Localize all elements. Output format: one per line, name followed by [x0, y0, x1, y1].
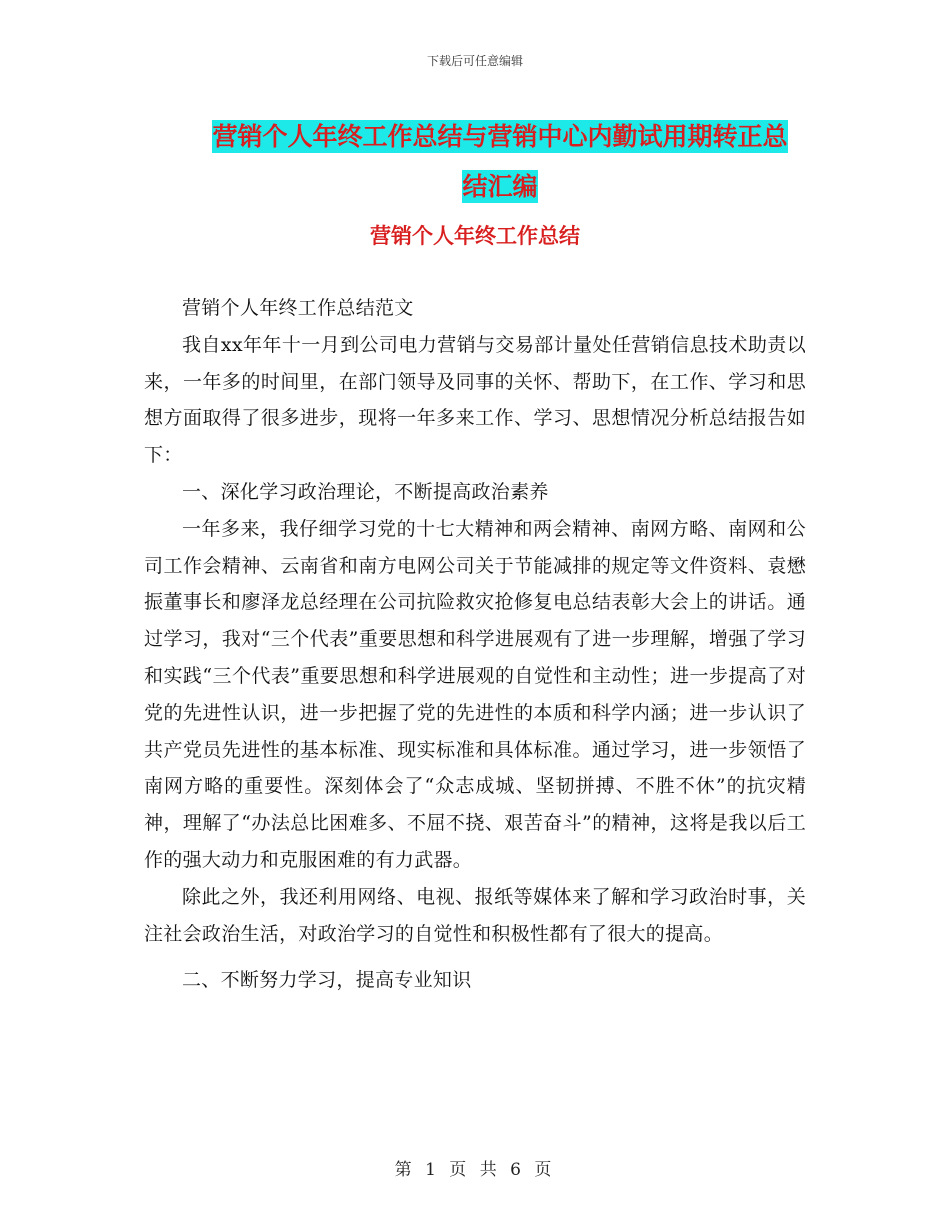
document-body — [144, 290, 806, 999]
header-note: 下载后可任意编辑 — [426, 54, 523, 68]
section-title: 营销个人年终工作总结 — [370, 224, 580, 248]
heading-section-2: 二、不断努力学习，提高专业知识 — [182, 969, 472, 992]
page-footer: 第 1 页 共 6 页 — [394, 1160, 556, 1180]
document-title-line-1: 营销个人年终工作总结与营销中心内勤试用期转正总 — [212, 122, 788, 151]
document-title-line-2: 结汇编 — [462, 172, 538, 201]
paragraph-media-study: 除此之外，我还利用网络、电视、报纸等媒体来了解和学习政治时事，关注社会政治生活，对政治学习的自觉性和积极性都有了很大的提高。 — [144, 885, 806, 945]
paragraph-subtitle: 营销个人年终工作总结范文 — [182, 297, 414, 319]
paragraph-political-study: 一年多来，我仔细学习党的十七大精神和两会精神、南网方略、南网和公司工作会精神、云南省和南方电网公司关于节能减排的规定等文件资料、袁懋振董事长和廖泽龙总经理在公司抗险救灾抢修复电总结表彰大会上的讲话。通过学习，我对“三个代表”重要思想和科学进展观有了进一步理解，增强了学习和实践“三个代表”重要思想和科学进展观的自觉性和主动性；进一步提高了对党的先进性认识，进一步把握了党的先进性的本质和科学内涵；进一步认识了共产党员先进性的基本标准、现实标准和具体标准。通过学习，进一步领悟了南网方略的重要性。深刻体会了“众志成城、坚韧拼搏、不胜不休”的抗灾精神，理解了“办法总比困难多、不屈不挠、艰苦奋斗”的精神，这将是我以后工作的强大动力和克服困难的有力武器。 — [144, 517, 806, 871]
document-title — [150, 112, 850, 212]
paragraph-intro: 我自xx年年十一月到公司电力营销与交易部计量处任营销信息技术助责以来，一年多的时间里，在部门领导及同事的关怀、帮助下，在工作、学习和思想方面取得了很多进步，现将一年多来工作、学习、思想情况分析总结报告如下： — [144, 333, 806, 467]
heading-section-1: 一、深化学习政治理论，不断提高政治素养 — [182, 480, 549, 503]
